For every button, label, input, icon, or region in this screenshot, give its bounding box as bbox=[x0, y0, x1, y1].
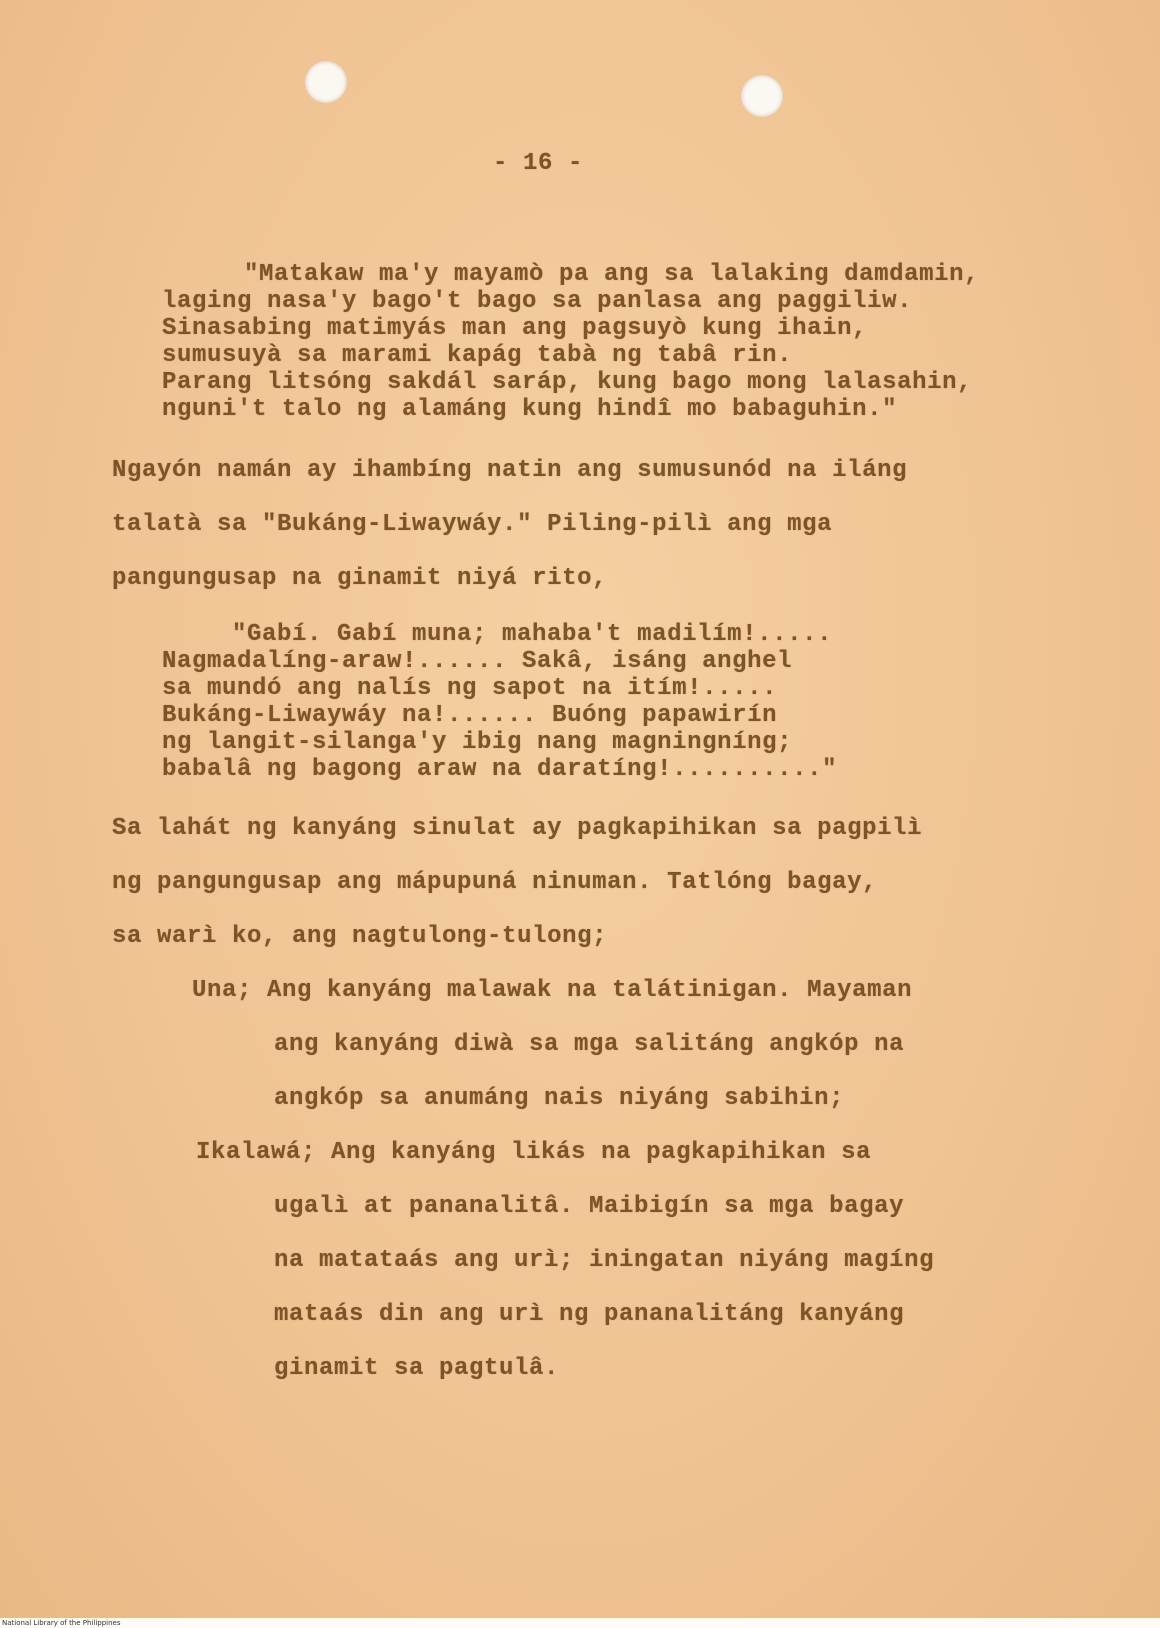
verse1-line-2: laging nasa'y bago't bago sa panlasa ang paggiliw. bbox=[162, 288, 913, 315]
footer-credit: National Library of the Philippines bbox=[2, 1619, 121, 1627]
list-item-ikalawa-cont-4: ginamit sa pagtulâ. bbox=[274, 1355, 560, 1382]
list-item-una-cont-1: ang kanyáng diwà sa mga salitáng angkóp na bbox=[274, 1031, 905, 1058]
verse2-line-5: ng langit-silanga'y ibig nang magningníng; bbox=[162, 729, 793, 756]
prose1-line-3: pangungusap na ginamit niyá rito, bbox=[112, 565, 608, 592]
list-item-ikalawa-cont-1: ugalì at pananalitâ. Maibigín sa mga bagay bbox=[274, 1193, 905, 1220]
verse1-line-6: nguni't talo ng alamáng kung hindî mo babaguhin." bbox=[162, 396, 898, 423]
scan-bottom-margin bbox=[0, 1618, 1160, 1628]
verse1-line-5: Parang litsóng sakdál saráp, kung bago mong lalasahin, bbox=[162, 369, 973, 396]
list-item-una: Una; Ang kanyáng malawak na talátinigan. Mayaman bbox=[192, 977, 913, 1004]
verse1-line-3: Sinasabing matimyás man ang pagsuyò kung ihain, bbox=[162, 315, 868, 342]
punch-hole-left bbox=[305, 61, 347, 103]
prose2-line-2: ng pangungusap ang mápupuná ninuman. Tatlóng bagay, bbox=[112, 869, 878, 896]
verse1-line-1: "Matakaw ma'y mayamò pa ang sa lalaking damdamin, bbox=[244, 261, 980, 288]
prose1-line-1: Ngayón namán ay ihambíng natin ang sumusunód na iláng bbox=[112, 457, 908, 484]
verse2-line-1: "Gabí. Gabí muna; mahaba't madilím!..... bbox=[232, 621, 833, 648]
verse2-line-3: sa mundó ang nalís ng sapot na itím!..... bbox=[162, 675, 778, 702]
prose2-line-1: Sa lahát ng kanyáng sinulat ay pagkapihikan sa pagpilì bbox=[112, 815, 923, 842]
prose1-line-2: talatà sa "Bukáng-Liwaywáy." Piling-pilì ang mga bbox=[112, 511, 833, 538]
prose2-line-3: sa warì ko, ang nagtulong-tulong; bbox=[112, 923, 608, 950]
page-number: - 16 - bbox=[493, 150, 584, 177]
list-item-una-cont-2: angkóp sa anumáng nais niyáng sabihin; bbox=[274, 1085, 845, 1112]
punch-hole-right bbox=[741, 75, 783, 117]
list-item-ikalawa-cont-2: na matataás ang urì; iningatan niyáng magíng bbox=[274, 1247, 935, 1274]
verse2-line-6: babalâ ng bagong araw na daratíng!.........." bbox=[162, 756, 838, 783]
verse2-line-4: Bukáng-Liwaywáy na!...... Buóng papawirín bbox=[162, 702, 778, 729]
verse1-line-4: sumusuyà sa marami kapág tabà ng tabâ rin. bbox=[162, 342, 793, 369]
list-item-ikalawa: Ikalawá; Ang kanyáng likás na pagkapihikan sa bbox=[196, 1139, 872, 1166]
verse2-line-2: Nagmadalíng-araw!...... Sakâ, isáng anghel bbox=[162, 648, 793, 675]
list-item-ikalawa-cont-3: mataás din ang urì ng pananalitáng kanyáng bbox=[274, 1301, 905, 1328]
